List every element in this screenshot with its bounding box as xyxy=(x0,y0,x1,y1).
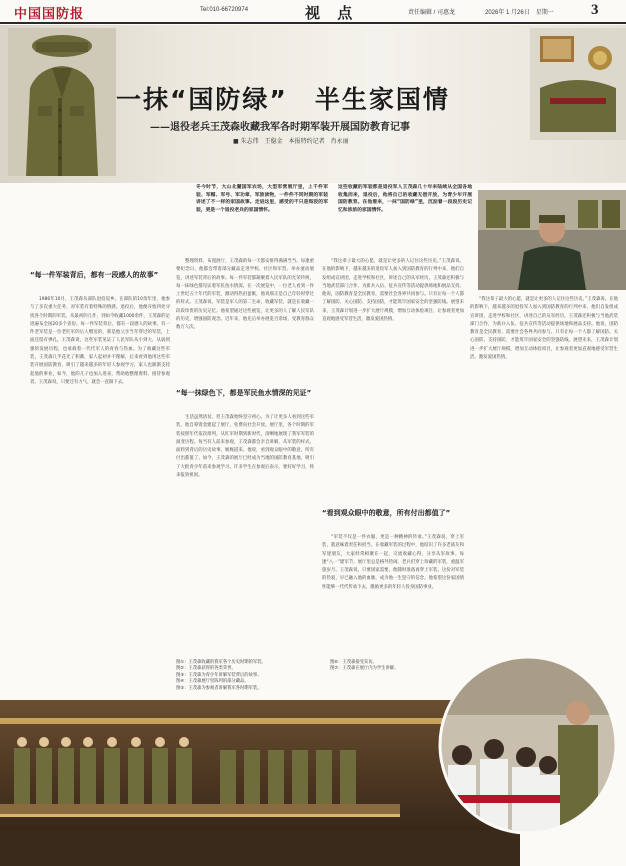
subheadline: ——退役老兵王茂森收藏我军各时期军装开展国防教育记事 xyxy=(150,122,410,133)
subhead-2: “每一抹绿色下，都是军民鱼水情深的见证” xyxy=(176,389,312,397)
caption-1: 图①：王茂森收藏的我军各个历史时期的军装。 xyxy=(176,660,266,665)
column-3-text: 生活虽然清贫，但王茂森始终坚守初心。为了让更多人看到这些军装，他自筹资金建起了展厅，免费向社会开放。展厅里，各个时期的军装按照年代依次排列，从红军时期到新时代，清晰地展现了我军军装的演变历程。每当有人前来参观，王茂森都会亲自讲解，从军装的样式、面料到背后的历史故事，娓娓道来。他说，看到观众眼中的敬意，所有付出都值了。如今，王茂森的展厅已经成为当地的国防教育基地，吸引了大批青少年前来参观学习。许多学生在参观后表示，要好好学习，将来报效祖国。 xyxy=(176,415,314,479)
subhead-1: “每一件军装背后，都有一段感人的故事” xyxy=(30,271,159,279)
editor-line: 责任编辑 / 司惠龙 xyxy=(408,10,456,16)
subhead-3: “看到观众眼中的敬意，所有付出都值了” xyxy=(322,509,451,517)
photo-captions-right xyxy=(330,660,440,673)
caption-6: 图⑥：王茂森接受采访。 xyxy=(330,660,377,665)
column-5-text: “军装不仅是一件衣服，更是一种精神的传承。”王茂森说，穿上军装，就意味着责任和担当。在收藏军装的过程中，他结识了许多老战友和军迷朋友，大家经常相聚在一起，交流收藏心得，分享从军故事。每逢“八一”建军节，展厅里总是格外热闹，老兵们穿上珍藏的军装，重温军旅岁月。王茂森说，只要国家需要，他随时准备再穿上军装。这份对军装的热爱，早已融入他的血脉，成为他一生坚守的信念。他希望这份家国情怀能够一代代传承下去，激励更多的年轻人投身国防事业。 xyxy=(322,535,464,590)
article-column-3b xyxy=(322,534,464,652)
caption-2: 图②：王茂森获得的各类荣誉。 xyxy=(176,666,236,672)
article-column-2a xyxy=(176,258,314,386)
caption-3: 图③：王茂森为青少年讲解军装背后的故事。 xyxy=(176,672,262,678)
column-2-text: 整理资料，布置展厅，王茂森的每一天都安排得满满当当。每逢重要纪念日，他都会带着部分藏品走进学校、社区和军营，举办流动展览，讲述军装背后的故事。每一件军装都凝聚着人民军队的光荣传统，每一抹绿色都见证着军民鱼水情深。在一次展览中，一位老人看到一件上世纪五十年代的军装，激动得热泪盈眶，他说那正是自己年轻时穿过的样式。王茂森说，军装是军人的第二生命，收藏军装，就是在收藏一段段珍贵的历史记忆。他希望通过这些展览，让更多的人了解人民军队的历史，增强国防观念。近年来，他先后举办展览百余场，受教育群众数万人次。 xyxy=(176,259,314,331)
veteran-photo xyxy=(478,190,626,290)
article-column-4 xyxy=(470,296,618,648)
column-4-continuation: “我这辈子最大的心愿，就是让更多的人记住这些历史。”王茂森说。在他的影响下，越来越多的退役军人加入到国防教育的行列中来，他们自发组成宣讲团，走进学校和社区，讲述自己的从军经历。王茂森还积极与当地武装部门合作，为新兵入伍、征兵宣传等活动提供场地和展品支持。他说，国防教育是全民教育，需要社会各界共同参与。只有让每一个人都了解国防、关心国防、支持国防，才能筑牢国家安全的坚强防线。展望未来，王茂森计划进一步扩大展厅规模，增加互动体验项目，让参观者更加直观地感受军营生活，激发爱国热情。 xyxy=(470,297,618,361)
lead-paragraph-2: 这些收藏的军装都是退役军人王茂森几十年来陆续从全国各地收集而来，退役后，他将自己的收藏无偿开放，为青少年开展国防教育。在他看来，一抹“国防绿”里，沉淀着一段段历史记忆和浓浓的家国情怀。 xyxy=(338,185,472,213)
column-1-text: 1986年10月，王茂森从部队退役返乡。在部队的10余年里，他参与了多次重大任务，对军装有着特殊的情感。退役后，他便开始四处寻找各个时期的军装。从最初的几件，到如今收藏1000余件，王茂森的足迹遍布全国20多个省份。每一件军装背后，都有一段感人的故事。有一件老军装是一位老红军的后人赠送的，那是他父亲当年穿过的军装，上面还留有弹孔。王茂森说，这些军装见证了人民军队从小到大、从弱到强的发展历程，也承载着一代代军人的青春与热血。为了收藏这些军装，王茂森几乎花光了积蓄，家人起初并不理解，后来看到他用这些军装开展国防教育，吸引了越来越多的年轻人参观学习，家人也渐渐支持起他的事业。如今，他的儿子也加入进来，帮助他整理资料、接待参观者。王茂森说，只要还有力气，就会一直做下去。 xyxy=(30,297,170,385)
page-number: 3 xyxy=(591,2,599,18)
article-column-3a xyxy=(322,258,464,506)
section-title: 视 点 xyxy=(305,4,359,22)
caption-7: 图⑦：王茂森在展厅内为学生讲解。 xyxy=(330,666,399,672)
caption-4: 图④：王茂森展厅里陈列的部分藏品。 xyxy=(176,679,249,685)
photo-captions-left xyxy=(176,660,326,692)
headline: 一抹“国防绿” 半生家国情 xyxy=(116,85,450,114)
uniform-photo xyxy=(8,28,116,176)
article-column-1 xyxy=(30,296,170,696)
caption-5: 图⑤：王茂森为参观者讲解我军各时期军装。 xyxy=(176,685,262,691)
newspaper-logo: 中国国防报 xyxy=(14,7,85,22)
lead-paragraph-1: 冬今时节，大山北麓国军农场，大型军营展厅里，上千件军装、军帽、军号、军功章、军旅读物，一件件不同时期的军装讲述了不一样的家国故事。走进这里，感受的不只是斑驳的军装，更是一个退役老兵的家国情怀。 xyxy=(196,185,328,213)
article-column-2b xyxy=(176,414,314,654)
phone-number: Tel:010-66720974 xyxy=(200,7,249,13)
byline: ■ 朱志伟 王稳金 本报特约记者 肖永丽 xyxy=(233,138,349,145)
students-visit-photo xyxy=(438,655,618,835)
issue-date: 2026年 1 月26日 星期一 xyxy=(485,10,554,16)
column-4-text: “我这辈子最大的心愿，就是让更多的人记住这些历史。”王茂森说。在他的影响下，越来越多的退役军人加入到国防教育的行列中来，他们自发组成宣讲团，走进学校和社区，讲述自己的从军经历。王茂森还积极与当地武装部门合作，为新兵入伍、征兵宣传等活动提供场地和展品支持。他说，国防教育是全民教育，需要社会各界共同参与。只有让每一个人都了解国防、关心国防、支持国防，才能筑牢国家安全的坚强防线。展望未来，王茂森计划进一步扩大展厅规模，增加互动体验项目，让参观者更加直观地感受军营生活，激发爱国热情。 xyxy=(322,259,464,323)
